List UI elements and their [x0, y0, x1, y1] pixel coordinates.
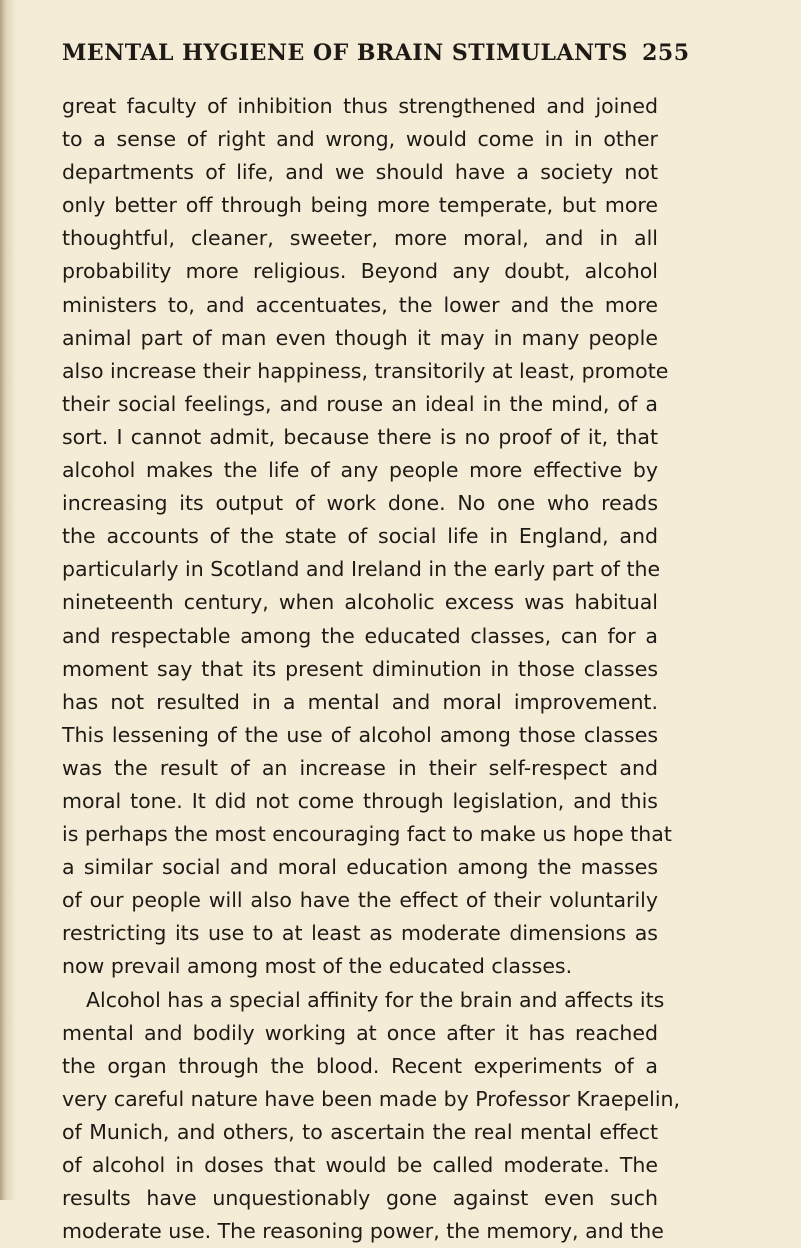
text-line: only better off through being more temperate, but more [62, 193, 658, 218]
text-line: sort. I cannot admit, because there is no proof of it, that [62, 424, 658, 449]
running-head-title: MENTAL HYGIENE OF BRAIN STIMULANTS [62, 40, 628, 66]
text-line: thoughtful, cleaner, sweeter, more moral, and in all [62, 226, 658, 251]
text-line: their social feelings, and rouse an ideal in the mind, of a [62, 391, 658, 416]
page-number: 255 [642, 40, 690, 66]
text-line: moment say that its present diminution in those classes [62, 656, 658, 681]
text-line: now prevail among most of the educated classes. [62, 954, 573, 979]
text-line: was the result of an increase in their self-respect and [62, 755, 658, 780]
text-line: This lessening of the use of alcohol among those classes [62, 722, 658, 747]
text-line: moderate use. The reasoning power, the memory, and the [62, 1219, 664, 1244]
text-line: ministers to, and accentuates, the lower and the more [62, 292, 658, 317]
text-line: of our people will also have the effect of their voluntarily [62, 888, 658, 913]
text-line: great faculty of inhibition thus strengthened and joined [62, 94, 658, 118]
text-line: the accounts of the state of social life in England, and [62, 524, 658, 549]
text-line: Alcohol has a special affinity for the brain and affects its [86, 987, 665, 1012]
text-line: is perhaps the most encouraging fact to make us hope that [62, 822, 672, 847]
text-line: and respectable among the educated classes, can for a [62, 623, 658, 648]
body-text [62, 90, 681, 1248]
text-line: animal part of man even though it may in many people [62, 325, 658, 350]
text-line: nineteenth century, when alcoholic excess was habitual [62, 590, 658, 615]
text-line: of alcohol in doses that would be called moderate. The [62, 1153, 658, 1177]
text-line: alcohol makes the life of any people more effective by [62, 458, 658, 483]
text-line: very careful nature have been made by Professor Kraepelin, [62, 1086, 681, 1111]
text-line: mental and bodily working at once after it has reached [62, 1020, 658, 1045]
text-line: increasing its output of work done. No one who reads [62, 491, 658, 516]
text-line: the organ through the blood. Recent experiments of a [62, 1053, 658, 1078]
text-line: also increase their happiness, transitorily at least, promote [62, 358, 669, 383]
text-line: moral tone. It did not come through legislation, and this [62, 788, 658, 813]
text-line: particularly in Scotland and Ireland in the early part of the [62, 557, 661, 582]
running-header [62, 40, 690, 66]
text-line: probability more religious. Beyond any doubt, alcohol [62, 259, 658, 284]
text-line: a similar social and moral education among the masses [62, 855, 658, 880]
text-line: to a sense of right and wrong, would come in in other [62, 127, 658, 152]
text-line: has not resulted in a mental and moral improvement. [62, 689, 658, 714]
text-line: restricting its use to at least as moderate dimensions as [62, 921, 658, 946]
text-line: of Munich, and others, to ascertain the real mental effect [62, 1119, 658, 1144]
text-line: results have unquestionably gone against even such [62, 1186, 658, 1211]
text-line: departments of life, and we should have a society not [62, 160, 658, 185]
